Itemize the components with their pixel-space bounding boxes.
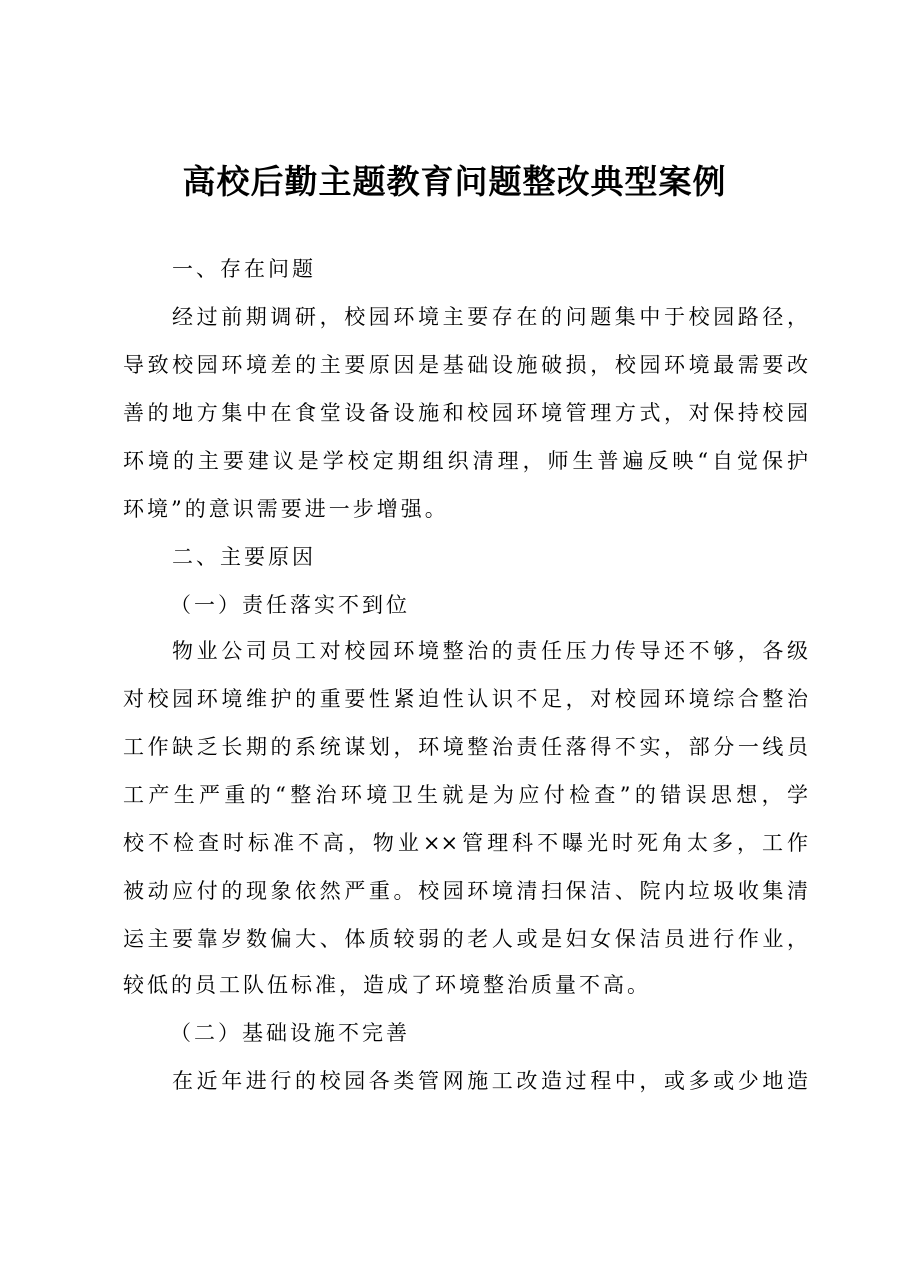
paragraph-line: 工产生严重的“整治环境卫生就是为应付检查”的错误思想，学	[123, 783, 808, 807]
paragraph-line: 被动应付的现象依然严重。校园环境清扫保洁、院内垃圾收集清	[123, 879, 808, 903]
paragraph-line: 工作缺乏长期的系统谋划，环境整治责任落得不实，部分一线员	[123, 735, 808, 759]
subsection-heading-infrastructure: （二）基础设施不完善	[170, 1021, 410, 1045]
paragraph-line: 校不检查时标准不高，物业××管理科不曝光时死角太多，工作	[123, 831, 808, 855]
paragraph-line: 环境”的意识需要进一步增强。	[123, 497, 449, 521]
section-heading-causes: 二、主要原因	[172, 545, 316, 569]
paragraph-line: 较低的员工队伍标准，造成了环境整治质量不高。	[123, 973, 651, 997]
paragraph-line: 运主要靠岁数偏大、体质较弱的老人或是妇女保洁员进行作业，	[123, 927, 808, 951]
document-title: 高校后勤主题教育问题整改典型案例	[182, 162, 727, 201]
paragraph-line: 物业公司员工对校园环境整治的责任压力传导还不够，各级	[172, 639, 808, 663]
section-heading-problems: 一、存在问题	[172, 257, 316, 281]
paragraph-line: 环境的主要建议是学校定期组织清理，师生普遍反映“自觉保护	[123, 449, 808, 473]
paragraph-line: 经过前期调研，校园环境主要存在的问题集中于校园路径，	[172, 305, 808, 329]
paragraph-line: 善的地方集中在食堂设备设施和校园环境管理方式，对保持校园	[123, 401, 808, 425]
paragraph-line: 在近年进行的校园各类管网施工改造过程中，或多或少地造	[172, 1069, 808, 1093]
subsection-heading-responsibility: （一）责任落实不到位	[170, 593, 410, 617]
paragraph-line: 对校园环境维护的重要性紧迫性认识不足，对校园环境综合整治	[123, 687, 808, 711]
paragraph-line: 导致校园环境差的主要原因是基础设施破损，校园环境最需要改	[123, 353, 808, 377]
